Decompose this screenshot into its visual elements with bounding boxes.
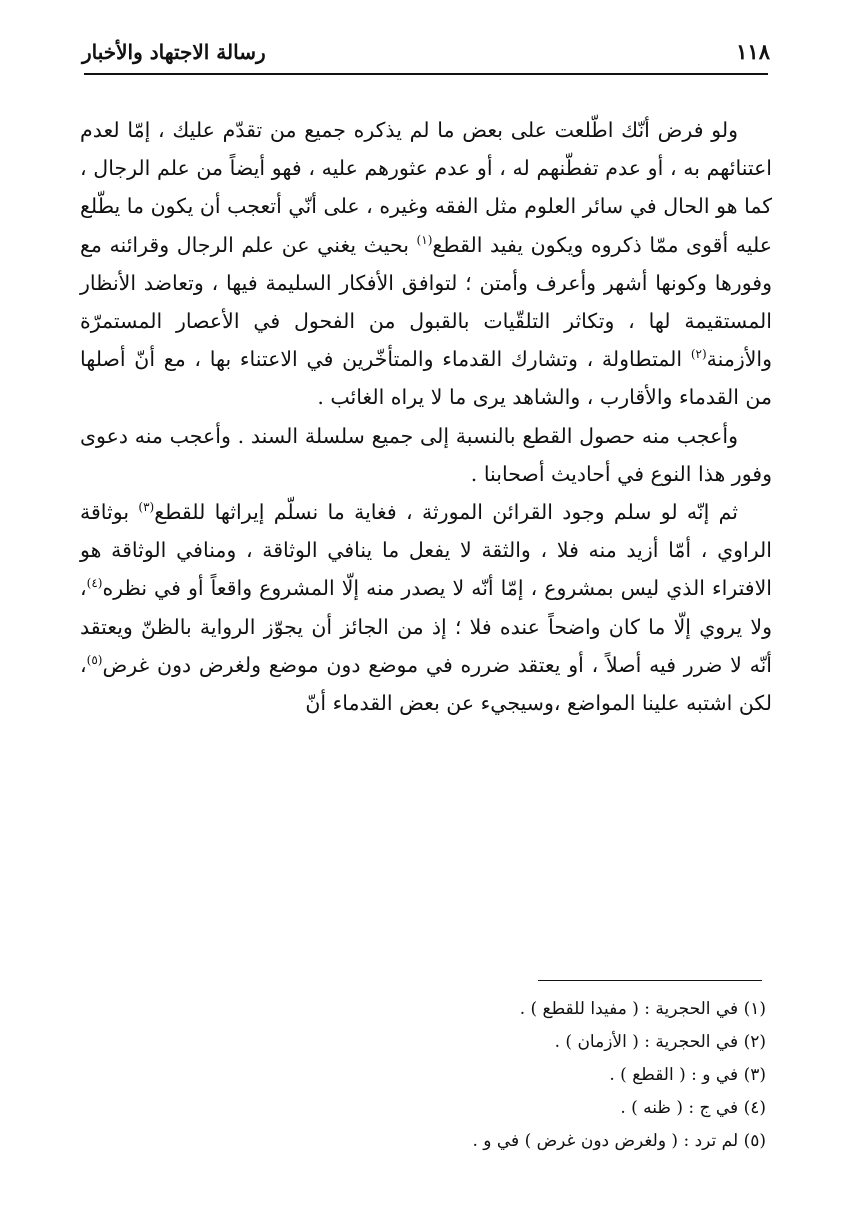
paragraph-3-part-1: ثم إنّه لو سلم وجود القرائن المورثة ، فغاية ما نسلّم إيراثها للقطع: [154, 500, 738, 525]
footnote-5: (٥) لم ترد : ( ولغرض دون غرض ) في و .: [472, 1131, 766, 1151]
footnote-4: (٤) في ج : ( ظنه ) .: [620, 1098, 766, 1118]
main-text: [80, 111, 772, 722]
footnote-separator: [538, 980, 762, 981]
paragraph-2: وأعجب منه حصول القطع بالنسبة إلى جميع سلسلة السند . وأعجب منه دعوى وفور هذا النوع في أحاديث أصحابنا .: [80, 423, 772, 486]
footnote-ref-3: (٣): [138, 500, 155, 515]
footnote-ref-4: (٤): [86, 576, 103, 591]
header-rule: [84, 73, 768, 75]
paragraph-3-part-4: ، لكن اشتبه علينا المواضع ،وسيجيء عن بعض القدماء أنّ: [80, 652, 772, 716]
paragraph-1-part-3: المتطاولة ، وتشارك القدماء والمتأخّرين في الاعتناء بها ، مع أنّ أصلها من القدماء والأقارب ، والشاهد يرى ما لا يراه الغائب .: [80, 347, 772, 410]
footnotes: [300, 993, 766, 1158]
footnote-2: (٢) في الحجرية : ( الأزمان ) .: [554, 1032, 766, 1052]
paragraph-1-part-2: بحيث يغني عن علم الرجال وقرائنه مع وفورها وكونها أشهر وأعرف وأمتن ؛ لتوافق الأفكار السليمة فيها ، وتعاضد الأنظار المستقيمة لها ، وتكاثر التلقّيات بالقبول من الفحول في الأعصار المستمرّة والأزمنة: [80, 232, 772, 372]
running-header: [82, 38, 770, 66]
paragraph-3-part-2: بوثاقة الراوي ، أمّا أزيد منه فلا ، والثقة لا يفعل ما ينافي الوثاقة ، ومنافي الوثاقة هو الافتراء الذي ليس بمشروع ، إمّا أنّه لا يصدر منه إلّا المشروع واقعاً أو في نظره: [80, 500, 772, 601]
footnote-1: (١) في الحجرية : ( مفيدا للقطع ) .: [519, 999, 766, 1019]
page-number: ١١٨: [736, 39, 770, 64]
paragraph-1-part-1: ولو فرض أنّك اطّلعت على بعض ما لم يذكره جميع من تقدّم عليك ، إمّا لعدم اعتنائهم به ، أو عدم تفطّنهم له ، أو عدم عثورهم عليه ، فهو أيضاً من علم الرجال ، كما هو الحال في سائر العلوم مثل الفقه وغيره ، على أنّي أتعجب أن يكون ما يطّلع عليه أقوى ممّا ذكروه ويكون يفيد القطع: [80, 118, 772, 257]
footnote-ref-2: (٢): [690, 347, 707, 362]
paragraph-1: [80, 111, 772, 417]
paragraph-3: [80, 493, 772, 722]
footnote-ref-5: (٥): [86, 652, 103, 667]
running-title: رسالة الاجتهاد والأخبار: [82, 40, 266, 64]
footnote-3: (٣) في و : ( القطع ) .: [609, 1065, 766, 1085]
footnote-ref-1: (١): [416, 232, 433, 247]
paragraph-3-part-3: ، ولا يروي إلّا ما كان واضحاً عنده فلا ؛ إذ من الجائز أن يجوّز الرواية بالظنّ ويعتقد أنّه لا ضرر فيه أصلاً ، أو يعتقد ضرره في موضع دون موضع ولغرض دون غرض: [80, 576, 772, 677]
